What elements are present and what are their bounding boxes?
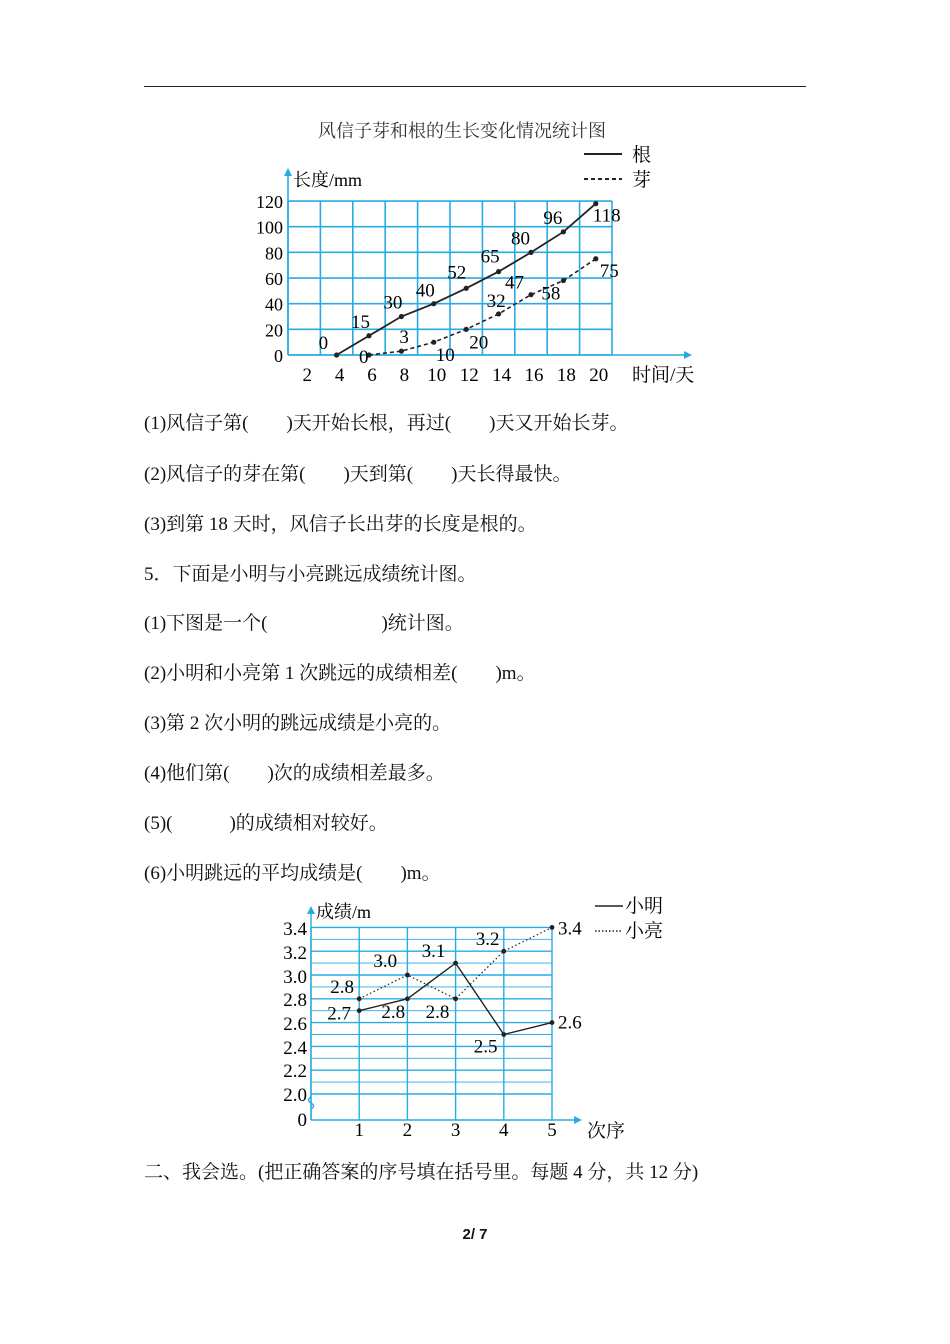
data-label: 96	[543, 207, 563, 229]
data-point	[496, 269, 501, 274]
data-point	[405, 996, 410, 1001]
data-label: 75	[599, 260, 619, 282]
data-label: 47	[505, 272, 524, 294]
data-label: 20	[469, 332, 489, 354]
data-point	[550, 925, 555, 930]
y-axis-arrow	[284, 168, 292, 176]
data-label: 3	[399, 327, 409, 349]
data-point	[561, 229, 566, 234]
y-tick-label: 2.8	[283, 990, 307, 1011]
q5-sub3: (3)第 2 次小明的跳远成绩是小亮的。	[144, 713, 452, 734]
data-point	[464, 286, 469, 291]
y-tick-label: 2.2	[283, 1061, 307, 1082]
y-tick-label: 2.4	[283, 1038, 307, 1059]
legend-label: 小亮	[625, 921, 664, 942]
data-point	[453, 961, 458, 966]
q4-sub2: (2)风信子的芽在第( )天到第( )天长得最快。	[144, 464, 572, 485]
data-point	[357, 996, 362, 1001]
x-tick-label: 18	[556, 365, 576, 386]
y-axis-label: 成绩/m	[316, 902, 372, 922]
data-point	[453, 996, 458, 1001]
long-jump-line-chart	[0, 890, 950, 1150]
x-axis-arrow	[574, 1116, 582, 1124]
data-label: 2.7	[327, 1003, 351, 1025]
x-tick-label: 10	[427, 365, 447, 386]
x-tick-label: 4	[334, 365, 345, 386]
y-axis-label: 长度/mm	[293, 170, 363, 190]
data-label: 52	[447, 262, 467, 284]
x-tick-label: 4	[499, 1120, 509, 1141]
y-tick-label: 2.6	[283, 1014, 307, 1035]
data-point	[496, 311, 501, 316]
data-label: 65	[480, 246, 500, 268]
data-point	[528, 250, 533, 255]
legend-label: 根	[632, 145, 652, 166]
q5-heading: 5．下面是小明与小亮跳远成绩统计图。	[144, 564, 477, 585]
data-label: 2.6	[558, 1012, 582, 1034]
y-tick-label: 120	[256, 192, 283, 213]
x-tick-label: 2	[402, 1120, 413, 1141]
data-point	[561, 278, 566, 283]
y-tick-label: 2.0	[283, 1085, 307, 1106]
x-tick-label: 2	[302, 365, 312, 386]
y-tick-label: 80	[265, 243, 283, 264]
q5-sub5: (5)( )的成绩相对较好。	[144, 813, 388, 834]
data-point	[334, 352, 339, 357]
data-point	[357, 1008, 362, 1013]
q5-sub6: (6)小明跳远的平均成绩是( )m。	[144, 863, 441, 884]
data-label: 2.8	[425, 1001, 450, 1023]
data-point	[399, 349, 404, 354]
data-label: 2.5	[473, 1036, 498, 1058]
data-point	[501, 1032, 506, 1037]
y-tick-label: 100	[256, 217, 283, 238]
legend-label: 芽	[632, 170, 652, 191]
x-tick-label: 12	[459, 365, 479, 386]
data-label: 58	[541, 283, 561, 305]
data-point	[431, 301, 436, 306]
chart-title: 风信子芽和根的生长变化情况统计图	[318, 121, 606, 142]
y-tick-label: 3.4	[283, 919, 307, 940]
data-label: 0	[318, 333, 329, 354]
x-axis-arrow	[684, 351, 692, 359]
data-label: 80	[511, 228, 530, 250]
x-axis-label: 次序	[587, 1121, 626, 1142]
y-tick-label: 3.0	[283, 967, 307, 988]
x-tick-label: 14	[492, 365, 512, 386]
x-tick-label: 1	[354, 1120, 364, 1141]
page-number: 2/ 7	[462, 1226, 488, 1243]
data-label: 3.0	[373, 951, 398, 972]
data-label: 2.8	[330, 976, 354, 998]
data-label: 32	[486, 290, 506, 312]
q4-sub1: (1)风信子第( )天开始长根，再过( )天又开始长芽。	[144, 413, 629, 434]
q5-sub4: (4)他们第( )次的成绩相差最多。	[144, 763, 445, 784]
legend-label: 小明	[625, 896, 664, 917]
y-tick-label: 0	[297, 1110, 307, 1131]
q5-sub1: (1)下图是一个( )统计图。	[144, 613, 464, 634]
x-tick-label: 20	[589, 365, 609, 386]
y-tick-label: 0	[274, 346, 283, 366]
y-tick-label: 20	[265, 320, 283, 341]
data-label: 118	[592, 205, 621, 227]
data-label: 3.1	[421, 941, 446, 963]
y-tick-label: 40	[265, 294, 283, 315]
data-point	[550, 1020, 555, 1025]
y-tick-label: 3.2	[283, 943, 307, 964]
x-tick-label: 16	[524, 365, 544, 386]
y-tick-label: 60	[265, 269, 283, 290]
x-tick-label: 5	[547, 1120, 557, 1141]
data-label: 15	[351, 311, 370, 333]
data-point	[405, 973, 410, 978]
section-2-heading: 二、我会选。(把正确答案的序号填在括号里。每题 4 分，共 12 分)	[144, 1162, 699, 1183]
data-point	[366, 333, 371, 338]
data-point	[464, 327, 469, 332]
data-label: 0	[359, 347, 369, 368]
data-label: 2.8	[381, 1001, 406, 1023]
y-axis-arrow	[307, 906, 315, 914]
data-point	[501, 949, 506, 954]
data-label: 10	[435, 345, 455, 367]
data-label: 3.4	[558, 918, 582, 940]
growth-line-chart	[0, 0, 950, 400]
data-point	[593, 256, 598, 261]
x-tick-label: 3	[450, 1120, 461, 1141]
x-axis-label: 时间/天	[632, 365, 695, 386]
data-label: 30	[383, 292, 403, 314]
q5-sub2: (2)小明和小亮第 1 次跳远的成绩相差( )m。	[144, 663, 536, 684]
data-point	[431, 340, 436, 345]
data-point	[528, 292, 533, 297]
data-label: 40	[415, 280, 435, 302]
data-point	[399, 314, 404, 319]
x-tick-label: 6	[367, 365, 377, 386]
q4-sub3: (3)到第 18 天时，风信子长出芽的长度是根的。	[144, 514, 537, 535]
x-tick-label: 8	[399, 365, 410, 386]
data-label: 3.2	[475, 929, 500, 951]
